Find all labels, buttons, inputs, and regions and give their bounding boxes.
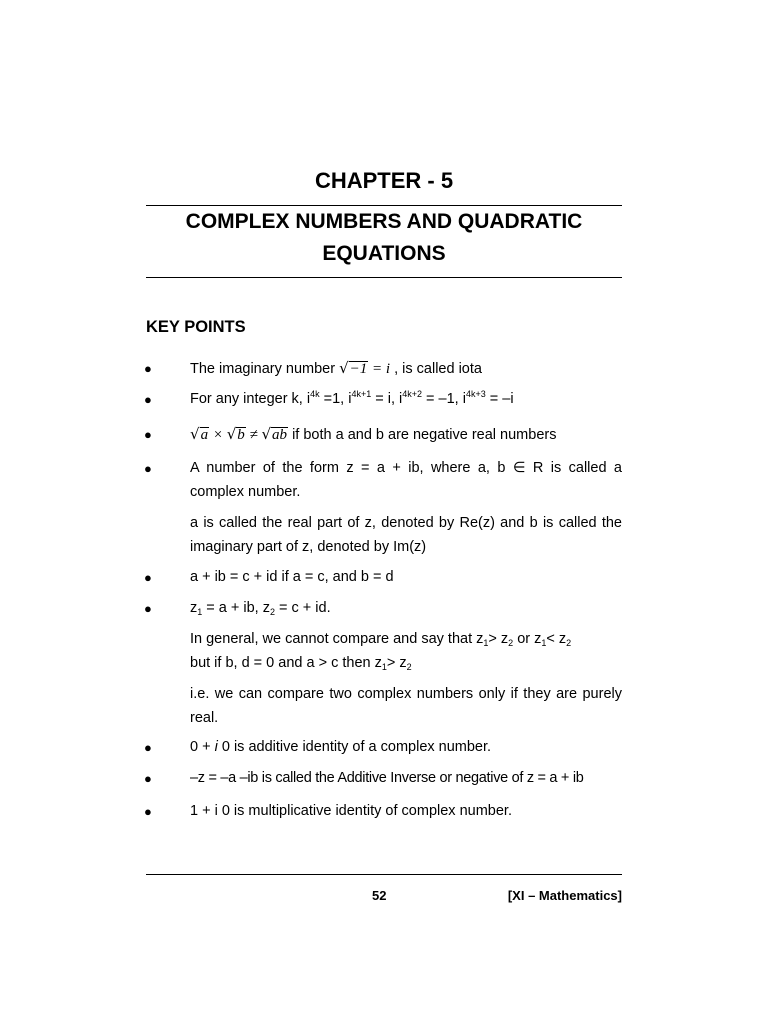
superscript: 4k+3 [465,389,486,399]
subscript: 1 [541,638,547,648]
book-label: [XI – Mathematics] [507,888,622,903]
text: =1, i [319,391,352,407]
math-expression [190,427,288,443]
footer-rule [146,874,622,875]
key-points-heading: KEY POINTS [146,318,246,336]
key-point-purely-real: i.e. we can compare two complex numbers only if they are purely real. [190,686,622,726]
subscript: 2 [406,662,412,672]
key-point-real-imaginary-parts: a is called the real part of z, denoted by Re(z) and b is called the imaginary part of z, denoted by Im(z) [190,515,622,555]
math-expression [339,361,390,377]
key-point-additive-identity [190,735,622,759]
text: 0 is additive identity of a complex number. [217,739,492,755]
subscript: 1 [197,607,203,617]
bullet-icon: ● [144,427,152,442]
radical-icon: √ [261,425,272,443]
key-point-multiplicative-identity: 1 + i 0 is multiplicative identity of complex number. [190,803,512,819]
bullet-icon: ● [144,570,152,585]
italic-i: i [214,739,218,755]
key-point-z1-z2 [190,596,622,620]
text: 0 + [190,739,215,755]
chapter-heading: CHAPTER - 5 [314,168,454,193]
radicand: −1 [349,361,368,377]
subscript: 2 [566,638,572,648]
text: z [190,600,198,616]
text: , is called iota [390,361,482,377]
text: The imaginary number [190,361,340,377]
subscript: 2 [269,607,275,617]
key-point-complex-number-definition: A number of the form z = a + ib, where a, b ∈ R is called a complex number. [190,460,622,500]
radicand: a [200,427,209,443]
bullet-icon: ● [144,601,152,616]
text: = c + id. [275,600,331,616]
key-point-root-product [190,422,622,447]
subscript: 1 [483,638,489,648]
math-operator: ≠ [245,427,262,443]
chapter-title [146,206,622,270]
math-equality: = i [368,361,391,377]
text: = –1, i [422,391,466,407]
text: In general, we cannot compare and say that z [190,631,484,647]
text: = –i [485,391,514,407]
title-bottom-rule [146,277,622,278]
key-point-equality: a + ib = c + id if a = c, and b = d [190,569,394,585]
superscript: 4k+1 [351,389,372,399]
text: but if b, d = 0 and a > c then z [190,655,382,671]
radicand: ab [272,427,288,443]
bullet-icon: ● [144,361,152,376]
text: = a + ib, z [202,600,270,616]
bullet-icon: ● [144,740,152,755]
radical-icon: √ [190,425,200,443]
key-point-comparison [190,627,622,651]
text: or z [513,631,542,647]
text: > z [386,655,407,671]
text: < z [546,631,567,647]
subscript: 1 [381,662,387,672]
superscript: 4k+2 [402,389,423,399]
subscript: 2 [508,638,514,648]
text: if both a and b are negative real numbers [288,427,557,443]
bullet-icon: ● [144,461,152,476]
chapter-title-line-1: COMPLEX NUMBERS AND QUADRATIC [185,210,583,233]
superscript: 4k [310,389,320,399]
radical-icon: √ [339,359,349,377]
radicand: b [237,427,245,443]
key-point-comparison-condition [190,651,622,675]
math-operator: × [209,427,227,443]
page-number: 52 [372,888,387,903]
bullet-icon: ● [144,804,152,819]
chapter-title-line-2: EQUATIONS [322,242,446,265]
key-point-powers-of-i [190,387,622,411]
text: For any integer k, i [190,391,311,407]
bullet-icon: ● [144,771,152,786]
radical-icon: √ [226,425,237,443]
bullet-icon: ● [144,392,152,407]
text: > z [488,631,509,647]
key-point-additive-inverse: –z = –a –ib is called the Additive Inverse or negative of z = a + ib [190,770,584,786]
text: = i, i [371,391,403,407]
key-point-iota [190,356,622,381]
